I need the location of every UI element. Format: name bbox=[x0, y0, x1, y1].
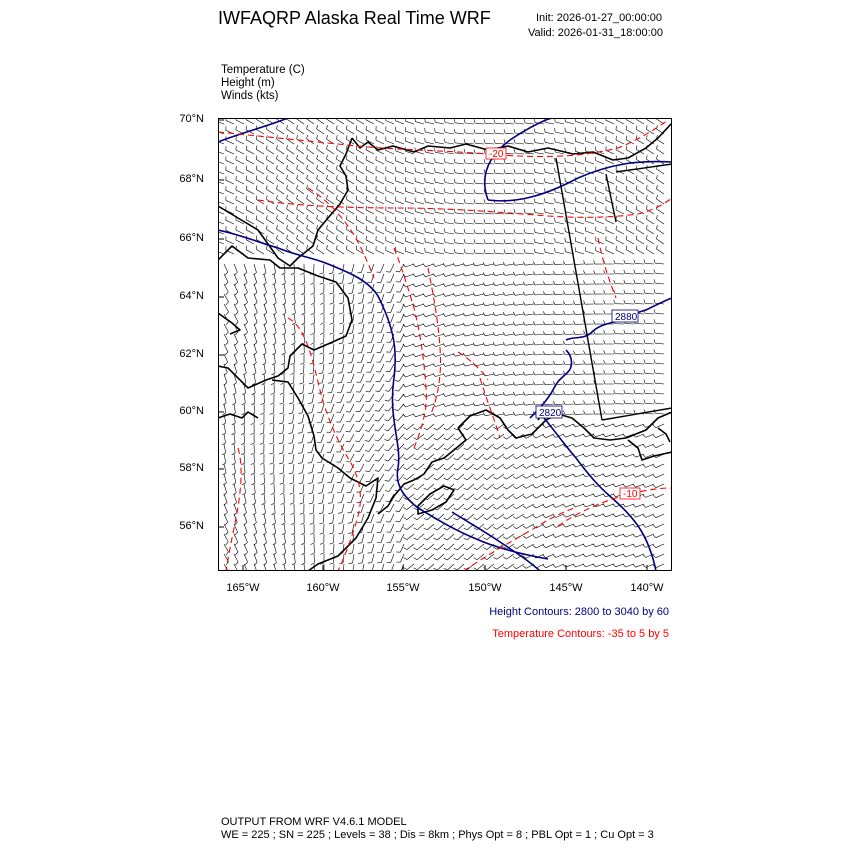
init-time: Init: 2026-01-27_00:00:00 bbox=[536, 12, 662, 24]
lat-label-62: 62°N bbox=[179, 348, 204, 360]
lat-label-60: 60°N bbox=[179, 405, 204, 417]
lon-label-155: 155°W bbox=[386, 582, 420, 594]
lat-label-58: 58°N bbox=[179, 462, 204, 474]
wind-barb-field bbox=[218, 118, 664, 571]
lat-label-66: 66°N bbox=[179, 232, 204, 244]
axis-ticks bbox=[218, 120, 647, 571]
map-title: IWFAQRP Alaska Real Time WRF bbox=[218, 8, 491, 28]
model-footer: OUTPUT FROM WRF V4.6.1 MODEL bbox=[221, 816, 407, 828]
valid-time: Valid: 2026-01-31_18:00:00 bbox=[528, 27, 663, 39]
map-panel bbox=[218, 118, 672, 571]
lon-label-160: 160°W bbox=[306, 582, 340, 594]
lon-label-140: 140°W bbox=[630, 582, 664, 594]
height-label-2880: 2880 bbox=[615, 312, 638, 323]
lon-label-150: 150°W bbox=[468, 582, 502, 594]
temp-label-minus20: -20 bbox=[489, 149, 504, 160]
lon-label-145: 145°W bbox=[549, 582, 583, 594]
lat-label-56: 56°N bbox=[179, 520, 204, 532]
lon-label-165: 165°W bbox=[226, 582, 260, 594]
temp-label-minus10: -10 bbox=[623, 489, 638, 500]
lat-label-68: 68°N bbox=[179, 173, 204, 185]
model-config-footer: WE = 225 ; SN = 225 ; Levels = 38 ; Dis = 8km ; Phys Opt = 8 ; PBL Opt = 1 ; Cu Opt = 3 bbox=[221, 829, 654, 841]
field-height: Height (m) bbox=[221, 77, 275, 89]
wind-barbs bbox=[218, 118, 664, 571]
height-label-2820: 2820 bbox=[539, 408, 562, 419]
temperature-contour-legend: Temperature Contours: -35 to 5 by 5 bbox=[492, 628, 669, 640]
lat-label-70: 70°N bbox=[179, 113, 204, 125]
field-winds: Winds (kts) bbox=[221, 90, 279, 102]
field-temperature: Temperature (C) bbox=[221, 64, 305, 76]
lat-label-64: 64°N bbox=[179, 290, 204, 302]
height-contour-legend: Height Contours: 2800 to 3040 by 60 bbox=[489, 606, 669, 618]
